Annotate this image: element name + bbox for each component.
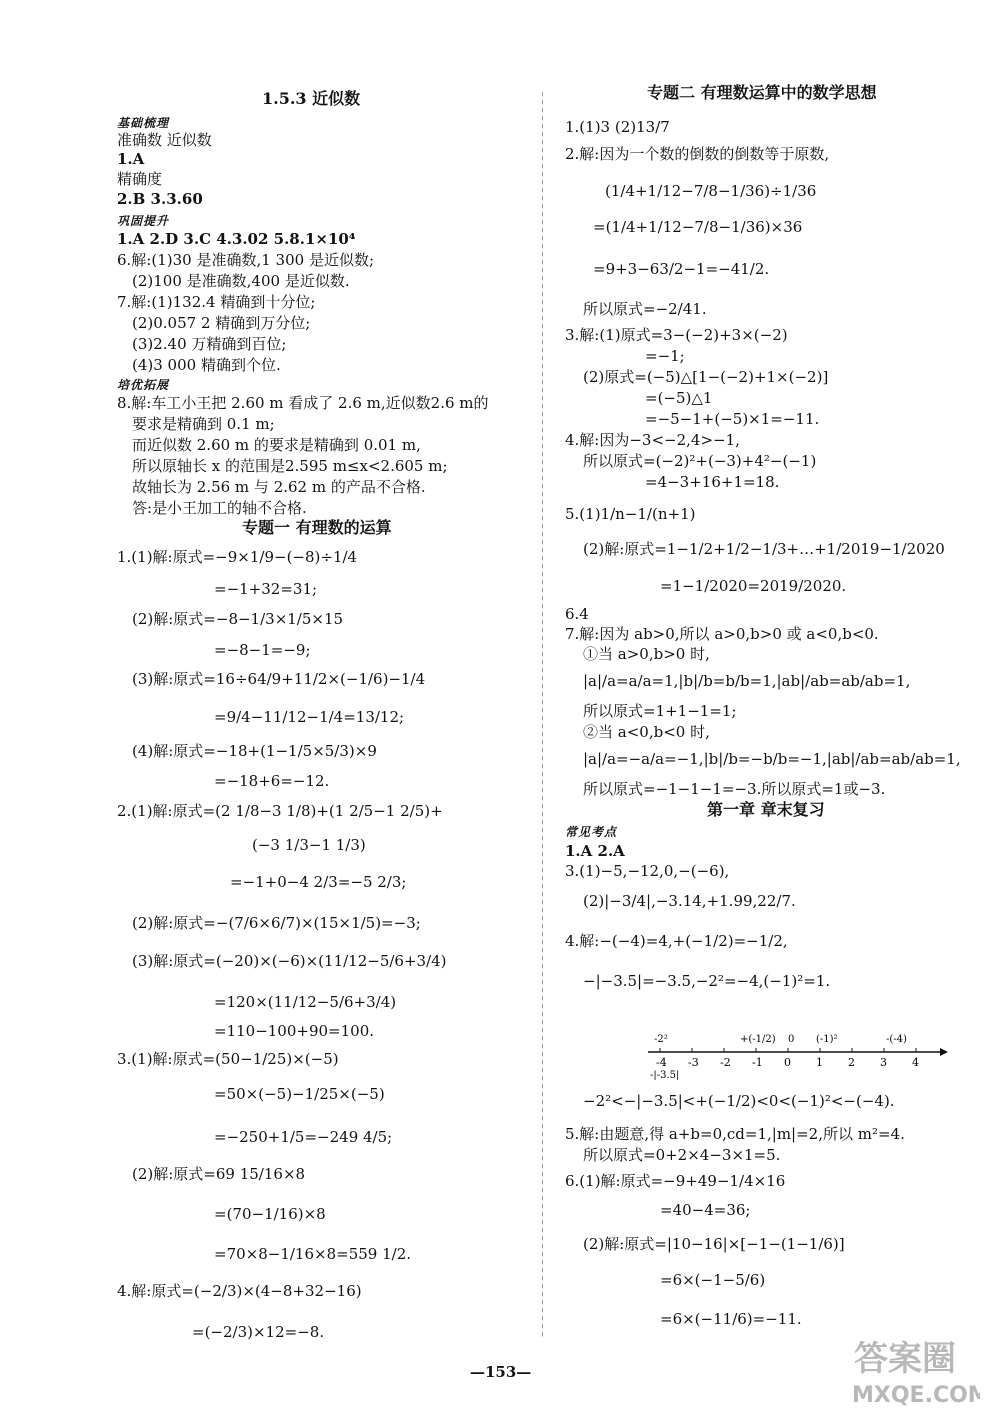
right-line: 2.解:因为一个数的倒数的倒数等于原数, bbox=[565, 145, 830, 163]
right-line: |a|/a=a/a=1,|b|/b=b/b=1,|ab|/ab=ab/ab=1, bbox=[583, 672, 911, 690]
right-line: 5.(1)1/n−1/(n+1) bbox=[565, 505, 696, 523]
page-number: —153— bbox=[470, 1363, 532, 1381]
left-line: =9/4−11/12−1/4=13/12; bbox=[214, 708, 405, 726]
left-line: =−1+0−4 2/3=−5 2/3; bbox=[230, 873, 407, 891]
right-line: (2)|−3/4|,−3.14,+1.99,22/7. bbox=[583, 892, 796, 910]
left-line: (2)解:原式=−8−1/3×1/5×15 bbox=[132, 610, 344, 628]
right-line: =−1; bbox=[645, 347, 685, 365]
right-line: −|−3.5|=−3.5,−2²=−4,(−1)²=1. bbox=[583, 972, 831, 990]
right-line: =6×(−1−5/6) bbox=[660, 1271, 766, 1289]
number-line-tick-label: 1 bbox=[816, 1056, 823, 1069]
left-line: =70×8−1/16×8=559 1/2. bbox=[214, 1245, 412, 1263]
left-line: (2)100 是准确数,400 是近似数. bbox=[132, 272, 350, 290]
left-line: 准确数 近似数 bbox=[117, 131, 212, 149]
right-line: 4.解:−(−4)=4,+(−1/2)=−1/2, bbox=[565, 932, 788, 950]
left-line: 巩固提升 bbox=[117, 214, 170, 228]
right-line: 1.A 2.A bbox=[565, 842, 625, 860]
number-line-point-label: +(-1/2) bbox=[740, 1034, 776, 1045]
left-line: (2)解:原式=−(7/6×6/7)×(15×1/5)=−3; bbox=[132, 914, 421, 932]
left-line: (4)解:原式=−18+(1−1/5×5/3)×9 bbox=[132, 742, 377, 760]
left-line: 专题一 有理数的运算 bbox=[242, 518, 392, 537]
left-line: 1.5.3 近似数 bbox=[262, 89, 361, 108]
right-line: (1/4+1/12−7/8−1/36)÷1/36 bbox=[605, 182, 817, 200]
right-line: 所以原式=−1−1−1=−3.所以原式=1或−3. bbox=[583, 780, 886, 798]
left-line: (3)2.40 万精确到百位; bbox=[132, 335, 287, 353]
left-line: 基础梳理 bbox=[117, 116, 170, 130]
right-line: =40−4=36; bbox=[660, 1201, 751, 1219]
left-line: =(−2/3)×12=−8. bbox=[192, 1323, 325, 1341]
number-line bbox=[648, 1030, 948, 1080]
number-line-tick-label: 0 bbox=[784, 1056, 791, 1069]
left-line: 故轴长为 2.56 m 与 2.62 m 的产品不合格. bbox=[132, 478, 426, 496]
right-line: =1−1/2020=2019/2020. bbox=[660, 577, 847, 595]
watermark-top: 答案圈 bbox=[854, 1339, 956, 1379]
left-line: (2)0.057 2 精确到万分位; bbox=[132, 314, 311, 332]
number-line-point-label: -(-4) bbox=[886, 1034, 907, 1045]
number-line-graphic bbox=[648, 1030, 948, 1080]
left-line: 1.A 2.D 3.C 4.3.02 5.8.1×10⁴ bbox=[117, 230, 356, 248]
left-line: =110−100+90=100. bbox=[214, 1022, 375, 1040]
watermark-logo bbox=[850, 1328, 980, 1408]
number-line-tick-label: 3 bbox=[880, 1056, 887, 1069]
number-line-tick-label: -3 bbox=[688, 1056, 699, 1069]
right-line: 常见考点 bbox=[565, 825, 618, 839]
left-line: =(70−1/16)×8 bbox=[214, 1205, 326, 1223]
right-line: 专题二 有理数运算中的数学思想 bbox=[647, 83, 877, 102]
right-line: 6.4 bbox=[565, 605, 589, 623]
right-line: (2)原式=(−5)△[1−(−2)+1×(−2)] bbox=[583, 368, 829, 386]
left-line: 1.A bbox=[117, 150, 145, 168]
right-line: ①当 a>0,b>0 时, bbox=[583, 645, 710, 663]
number-line-point-label: 0 bbox=[788, 1034, 795, 1045]
left-line: 1.(1)解:原式=−9×1/9−(−8)÷1/4 bbox=[117, 548, 358, 566]
left-line: 4.解:原式=(−2/3)×(4−8+32−16) bbox=[117, 1282, 362, 1300]
left-line: (2)解:原式=69 15/16×8 bbox=[132, 1165, 306, 1183]
right-line: 1.(1)3 (2)13/7 bbox=[565, 118, 670, 136]
right-line: =−5−1+(−5)×1=−11. bbox=[645, 410, 820, 428]
right-line: =6×(−11/6)=−11. bbox=[660, 1310, 802, 1328]
number-line-tick-label: 4 bbox=[912, 1056, 919, 1069]
left-line: (4)3 000 精确到个位. bbox=[132, 356, 281, 374]
right-line: 6.(1)解:原式=−9+49−1/4×16 bbox=[565, 1172, 786, 1190]
left-line: 精确度 bbox=[117, 170, 163, 188]
right-line: 所以原式=1+1−1=1; bbox=[583, 702, 737, 720]
right-line: 所以原式=−2/41. bbox=[583, 300, 707, 318]
number-line-tick-label: -4 bbox=[656, 1056, 667, 1069]
right-line: =(−5)△1 bbox=[645, 389, 713, 407]
left-line: 3.(1)解:原式=(50−1/25)×(−5) bbox=[117, 1050, 339, 1068]
number-line-tick-label: 2 bbox=[848, 1056, 855, 1069]
right-line: 4.解:因为−3<−2,4>−1, bbox=[565, 431, 740, 449]
left-line: =120×(11/12−5/6+3/4) bbox=[214, 993, 397, 1011]
number-line-label-below: -|-3.5| bbox=[650, 1070, 680, 1080]
column-divider bbox=[542, 92, 543, 1337]
number-line-tick-label: -1 bbox=[752, 1056, 763, 1069]
right-line: =9+3−63/2−1=−41/2. bbox=[593, 260, 770, 278]
number-line-point-label: (-1)² bbox=[816, 1034, 838, 1045]
right-line: 3.(1)−5,−12,0,−(−6), bbox=[565, 862, 730, 880]
right-line: 7.解:因为 ab>0,所以 a>0,b>0 或 a<0,b<0. bbox=[565, 625, 879, 643]
left-line: 7.解:(1)132.4 精确到十分位; bbox=[117, 293, 316, 311]
left-line: =50×(−5)−1/25×(−5) bbox=[214, 1085, 385, 1103]
left-line: (3)解:原式=(−20)×(−6)×(11/12−5/6+3/4) bbox=[132, 952, 447, 970]
left-line: 所以原轴长 x 的范围是2.595 m≤x<2.605 m; bbox=[132, 457, 448, 475]
left-line: 6.解:(1)30 是准确数,1 300 是近似数; bbox=[117, 251, 375, 269]
right-line: 3.解:(1)原式=3−(−2)+3×(−2) bbox=[565, 326, 788, 344]
right-line: 所以原式=0+2×4−3×1=5. bbox=[583, 1146, 781, 1164]
right-line: ②当 a<0,b<0 时, bbox=[583, 723, 710, 741]
right-line: 第一章 章末复习 bbox=[707, 800, 825, 819]
right-line: −2²<−|−3.5|<+(−1/2)<0<(−1)²<−(−4). bbox=[583, 1092, 895, 1110]
right-line: =4−3+16+1=18. bbox=[645, 473, 780, 491]
right-line: 所以原式=(−2)²+(−3)+4²−(−1) bbox=[583, 452, 817, 470]
right-line: (2)解:原式=1−1/2+1/2−1/3+…+1/2019−1/2020 bbox=[583, 540, 945, 558]
left-line: =−250+1/5=−249 4/5; bbox=[214, 1128, 393, 1146]
left-line: 答:是小王加工的轴不合格. bbox=[132, 499, 307, 517]
right-line: |a|/a=−a/a=−1,|b|/b=−b/b=−1,|ab|/ab=ab/ab=1, bbox=[583, 750, 961, 768]
left-line: 培优拓展 bbox=[117, 378, 170, 392]
left-line: =−18+6=−12. bbox=[214, 772, 330, 790]
left-line: 8.解:车工小王把 2.60 m 看成了 2.6 m,近似数2.6 m的 bbox=[117, 394, 489, 412]
left-line: =−8−1=−9; bbox=[214, 641, 311, 659]
watermark-bottom: MXQE.COM bbox=[852, 1383, 980, 1408]
left-line: (3)解:原式=16÷64/9+11/2×(−1/6)−1/4 bbox=[132, 670, 426, 688]
left-line: 2.(1)解:原式=(2 1/8−3 1/8)+(1 2/5−1 2/5)+ bbox=[117, 802, 443, 820]
right-line: 5.解:由题意,得 a+b=0,cd=1,|m|=2,所以 m²=4. bbox=[565, 1125, 905, 1143]
left-line: 2.B 3.3.60 bbox=[117, 190, 203, 208]
left-line: =−1+32=31; bbox=[214, 580, 318, 598]
right-line: (2)解:原式=|10−16|×[−1−(1−1/6)] bbox=[583, 1235, 845, 1253]
number-line-tick-label: -2 bbox=[720, 1056, 731, 1069]
number-line-point-label: -2² bbox=[654, 1034, 668, 1045]
right-line: =(1/4+1/12−7/8−1/36)×36 bbox=[593, 218, 803, 236]
left-line: 要求是精确到 0.1 m; bbox=[132, 415, 275, 433]
left-line: 而近似数 2.60 m 的要求是精确到 0.01 m, bbox=[132, 436, 421, 454]
left-line: (−3 1/3−1 1/3) bbox=[252, 836, 366, 854]
